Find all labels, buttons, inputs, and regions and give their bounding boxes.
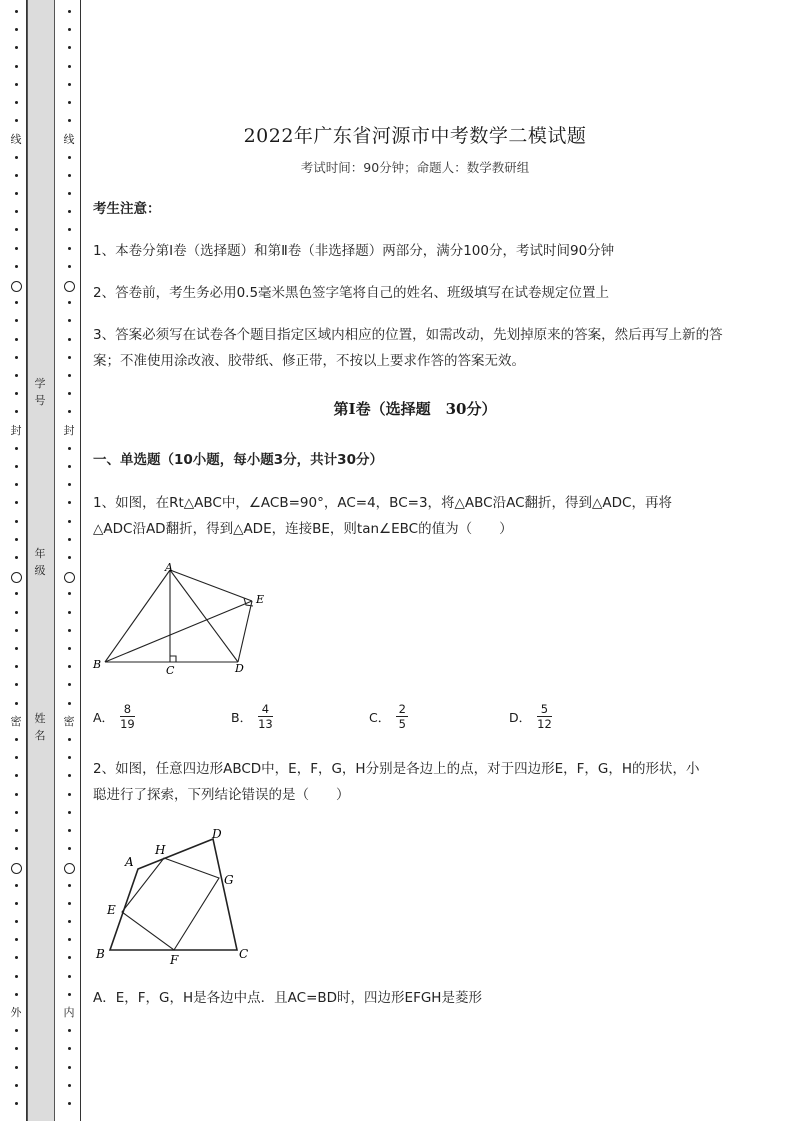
cut-line-dot [68,811,71,814]
section-title: 第Ⅰ卷（选择题 30分） [333,400,497,418]
cut-line-dot [68,774,71,777]
cut-line-dot [68,192,71,195]
outer-circle-mark [11,572,22,583]
q1-choice-a-den: 19 [120,717,135,731]
cut-line-dot [68,156,71,159]
cut-line-dot [15,83,18,86]
cut-line-dot [68,247,71,250]
q1-label-a: A [165,561,173,574]
cut-line-dot [15,665,18,668]
inner-mark-feng: 封 [63,424,75,437]
cut-line-dot [15,119,18,122]
inner-circle-mark [64,863,75,874]
cut-line-dot [68,556,71,559]
q2-text-line1: 2、如图，任意四边形ABCD中，E，F，G，H分别是各边上的点，对于四边形E，F，G，H的形状，小 [93,761,700,777]
cut-line-dot [68,319,71,322]
cut-line-dot [68,520,71,523]
cut-line-dot [68,356,71,359]
cut-line-dot [15,1029,18,1032]
notice-heading: 考生注意： [93,201,161,217]
q2-label-d: D [212,827,222,841]
q1-choice-c-num: 2 [398,702,406,716]
q1-choice-c-letter: C． [369,709,391,725]
cut-line-dot [15,611,18,614]
cut-line-dot [15,738,18,741]
cut-line-dot [15,301,18,304]
q1-choice-a[interactable] [93,702,135,731]
q2-label-h: H [155,843,166,857]
cut-line-dot [68,975,71,978]
cut-line-dot [68,884,71,887]
cut-line-dot [15,247,18,250]
cut-line-dot [68,793,71,796]
q1-choice-d[interactable] [509,702,552,731]
q2-label-e: E [107,903,116,917]
cut-line-dot [68,447,71,450]
cut-line-dot [15,447,18,450]
cut-line-dot [68,392,71,395]
cut-line-dot [68,938,71,941]
cut-line-dot [68,374,71,377]
cut-line-dot [15,28,18,31]
cut-line-dot [15,993,18,996]
cut-line-dot [68,956,71,959]
cut-line-dot [68,1047,71,1050]
q2-label-c: C [239,947,249,961]
cut-line-dot [68,702,71,705]
q1-choice-a-letter: A． [93,709,115,725]
cut-line-dot [68,465,71,468]
q2-label-f: F [170,953,179,967]
cut-line-dot [15,46,18,49]
part-title: 一、单选题（10小题，每小题3分，共计30分） [93,452,383,468]
cut-line-dot [15,756,18,759]
inner-mark-mi: 密 [63,715,75,728]
cut-line-dot [15,793,18,796]
cut-line-dot [15,938,18,941]
q1-text-line2: △ADC沿AD翻折，得到△ADE，连接BE，则tan∠EBC的值为（ ） [93,521,513,537]
cut-line-dot [68,101,71,104]
cut-line-dot [68,228,71,231]
notice-item-2: 2、答卷前，考生务必用0.5毫米黑色签字笔将自己的姓名、班级填写在试卷规定位置上 [93,285,610,301]
cut-line-dot [15,538,18,541]
q1-label-e: E [256,593,265,606]
cut-line-dot [15,265,18,268]
q1-label-c: C [166,664,175,677]
cut-line-dot [68,920,71,923]
inner-mark-nei: 内 [63,1006,75,1019]
cut-line-dot [15,10,18,13]
cut-line-dot [15,465,18,468]
cut-line-dot [68,592,71,595]
cut-line-dot [68,1066,71,1069]
cut-line-dot [15,210,18,213]
q2-figure [90,822,260,967]
cut-line-dot [68,738,71,741]
cut-line-dot [15,319,18,322]
cut-line-dot [68,538,71,541]
q1-choice-b-fraction [258,702,273,731]
notice-item-3: 3、答案必须写在试卷各个题目指定区域内相应的位置，如需改动，先划掉原来的答案，然后再写上新的答案；不准使用涂改液、胶带纸、修正带，不按以上要求作答的答案无效。 [93,327,723,369]
cut-line-dot [68,683,71,686]
field-name [32,710,48,744]
field-student-id-text: 学号 [34,377,46,407]
cut-line-dot [68,902,71,905]
cut-line-dot [15,1084,18,1087]
cut-line-dot [15,374,18,377]
cut-line-dot [68,665,71,668]
q1-choice-a-fraction [120,702,135,731]
cut-line-dot [68,993,71,996]
cut-line-dot [68,210,71,213]
cut-line-dot [68,265,71,268]
cut-line-dot [15,392,18,395]
cut-line-dot [68,28,71,31]
cut-line-dot [15,556,18,559]
cut-line-dot [68,410,71,413]
cut-line-dot [68,847,71,850]
cut-line-dot [15,356,18,359]
cut-line-dot [68,647,71,650]
q1-choice-d-letter: D． [509,709,532,725]
cut-line-dot [68,756,71,759]
cut-line-dot [68,65,71,68]
field-student-id [32,375,48,409]
cut-line-dot [15,410,18,413]
cut-line-dot [68,174,71,177]
cut-line-dot [68,629,71,632]
cut-line-dot [15,829,18,832]
q1-choice-b-letter: B． [231,709,253,725]
cut-line-dot [68,829,71,832]
cut-line-dot [15,647,18,650]
q1-choice-b[interactable] [231,702,273,731]
outer-mark-xian: 线 [10,133,22,146]
cut-line-dot [15,902,18,905]
cut-line-dot [15,65,18,68]
cut-line-dot [15,483,18,486]
q2-option-a[interactable]: A．E，F，G，H是各边中点．且AC=BD时，四边形EFGH是菱形 [93,990,482,1006]
notice-item-1: 1、本卷分第Ⅰ卷（选择题）和第Ⅱ卷（非选择题）两部分，满分100分，考试时间90分钟 [93,243,615,259]
cut-line-dot [15,1066,18,1069]
cut-line-dot [68,1029,71,1032]
field-grade-text: 年级 [34,547,46,577]
cut-line-dot [15,520,18,523]
cut-line-dot [68,611,71,614]
inner-mark-xian: 线 [63,133,75,146]
cut-line-dot [68,46,71,49]
cut-line-dot [15,1102,18,1105]
q1-choice-d-num: 5 [540,702,549,716]
cut-line-dot [68,501,71,504]
cut-line-dot [15,338,18,341]
q1-choice-b-den: 13 [258,717,273,731]
cut-line-dot [15,592,18,595]
cut-line-dot [68,1102,71,1105]
q1-label-b: B [93,658,102,671]
q1-text-line1: 1、如图，在Rt△ABC中，∠ACB=90°，AC=4，BC=3，将△ABC沿AC翻折，得到△ADC，再将 [93,495,672,511]
cut-line-dot [15,811,18,814]
exam-subtitle: 考试时间：90分钟；命题人：数学教研组 [300,160,530,175]
cut-line-dot [68,301,71,304]
outer-circle-mark [11,281,22,292]
q1-choice-d-den: 12 [537,717,552,731]
q1-choice-b-num: 4 [261,702,270,716]
cut-line-dot [15,174,18,177]
cut-line-dot [15,702,18,705]
field-grade [32,545,48,579]
q2-text-line2: 聪进行了探索，下列结论错误的是（ ） [93,787,350,803]
outer-mark-wai: 外 [10,1006,22,1019]
inner-circle-mark [64,281,75,292]
cut-line-dot [68,483,71,486]
cut-line-dot [68,83,71,86]
outer-circle-mark [11,863,22,874]
cut-line-dot [15,228,18,231]
cut-line-dot [15,1047,18,1050]
q2-label-a: A [125,855,134,869]
q1-choice-c[interactable] [369,702,408,731]
q2-label-b: B [96,947,105,961]
q1-choice-c-den: 5 [398,717,406,731]
q1-choice-d-fraction [537,702,552,731]
cut-line-dot [68,119,71,122]
cut-line-dot [68,338,71,341]
exam-title: 2022年广东省河源市中考数学二模试题 [243,125,587,147]
q1-figure [90,558,280,680]
cut-line-dot [15,192,18,195]
cut-line-dot [15,920,18,923]
cut-line-dot [15,501,18,504]
cut-line-dot [15,774,18,777]
cut-line-dot [15,975,18,978]
cut-line-dot [15,101,18,104]
cut-line-dot [68,1084,71,1087]
cut-line-dot [15,629,18,632]
outer-mark-mi: 密 [10,715,22,728]
cut-line-dot [15,683,18,686]
q1-label-d: D [235,662,244,675]
cut-line-dot [15,847,18,850]
field-name-text: 姓名 [34,712,46,742]
cut-line-dot [15,884,18,887]
q1-choice-c-fraction [396,702,408,731]
cut-line-dot [15,156,18,159]
inner-circle-mark [64,572,75,583]
q1-choice-a-num: 8 [123,702,132,716]
cut-line-dot [68,10,71,13]
cut-line-dot [15,956,18,959]
q2-label-g: G [224,873,234,887]
outer-mark-feng: 封 [10,424,22,437]
